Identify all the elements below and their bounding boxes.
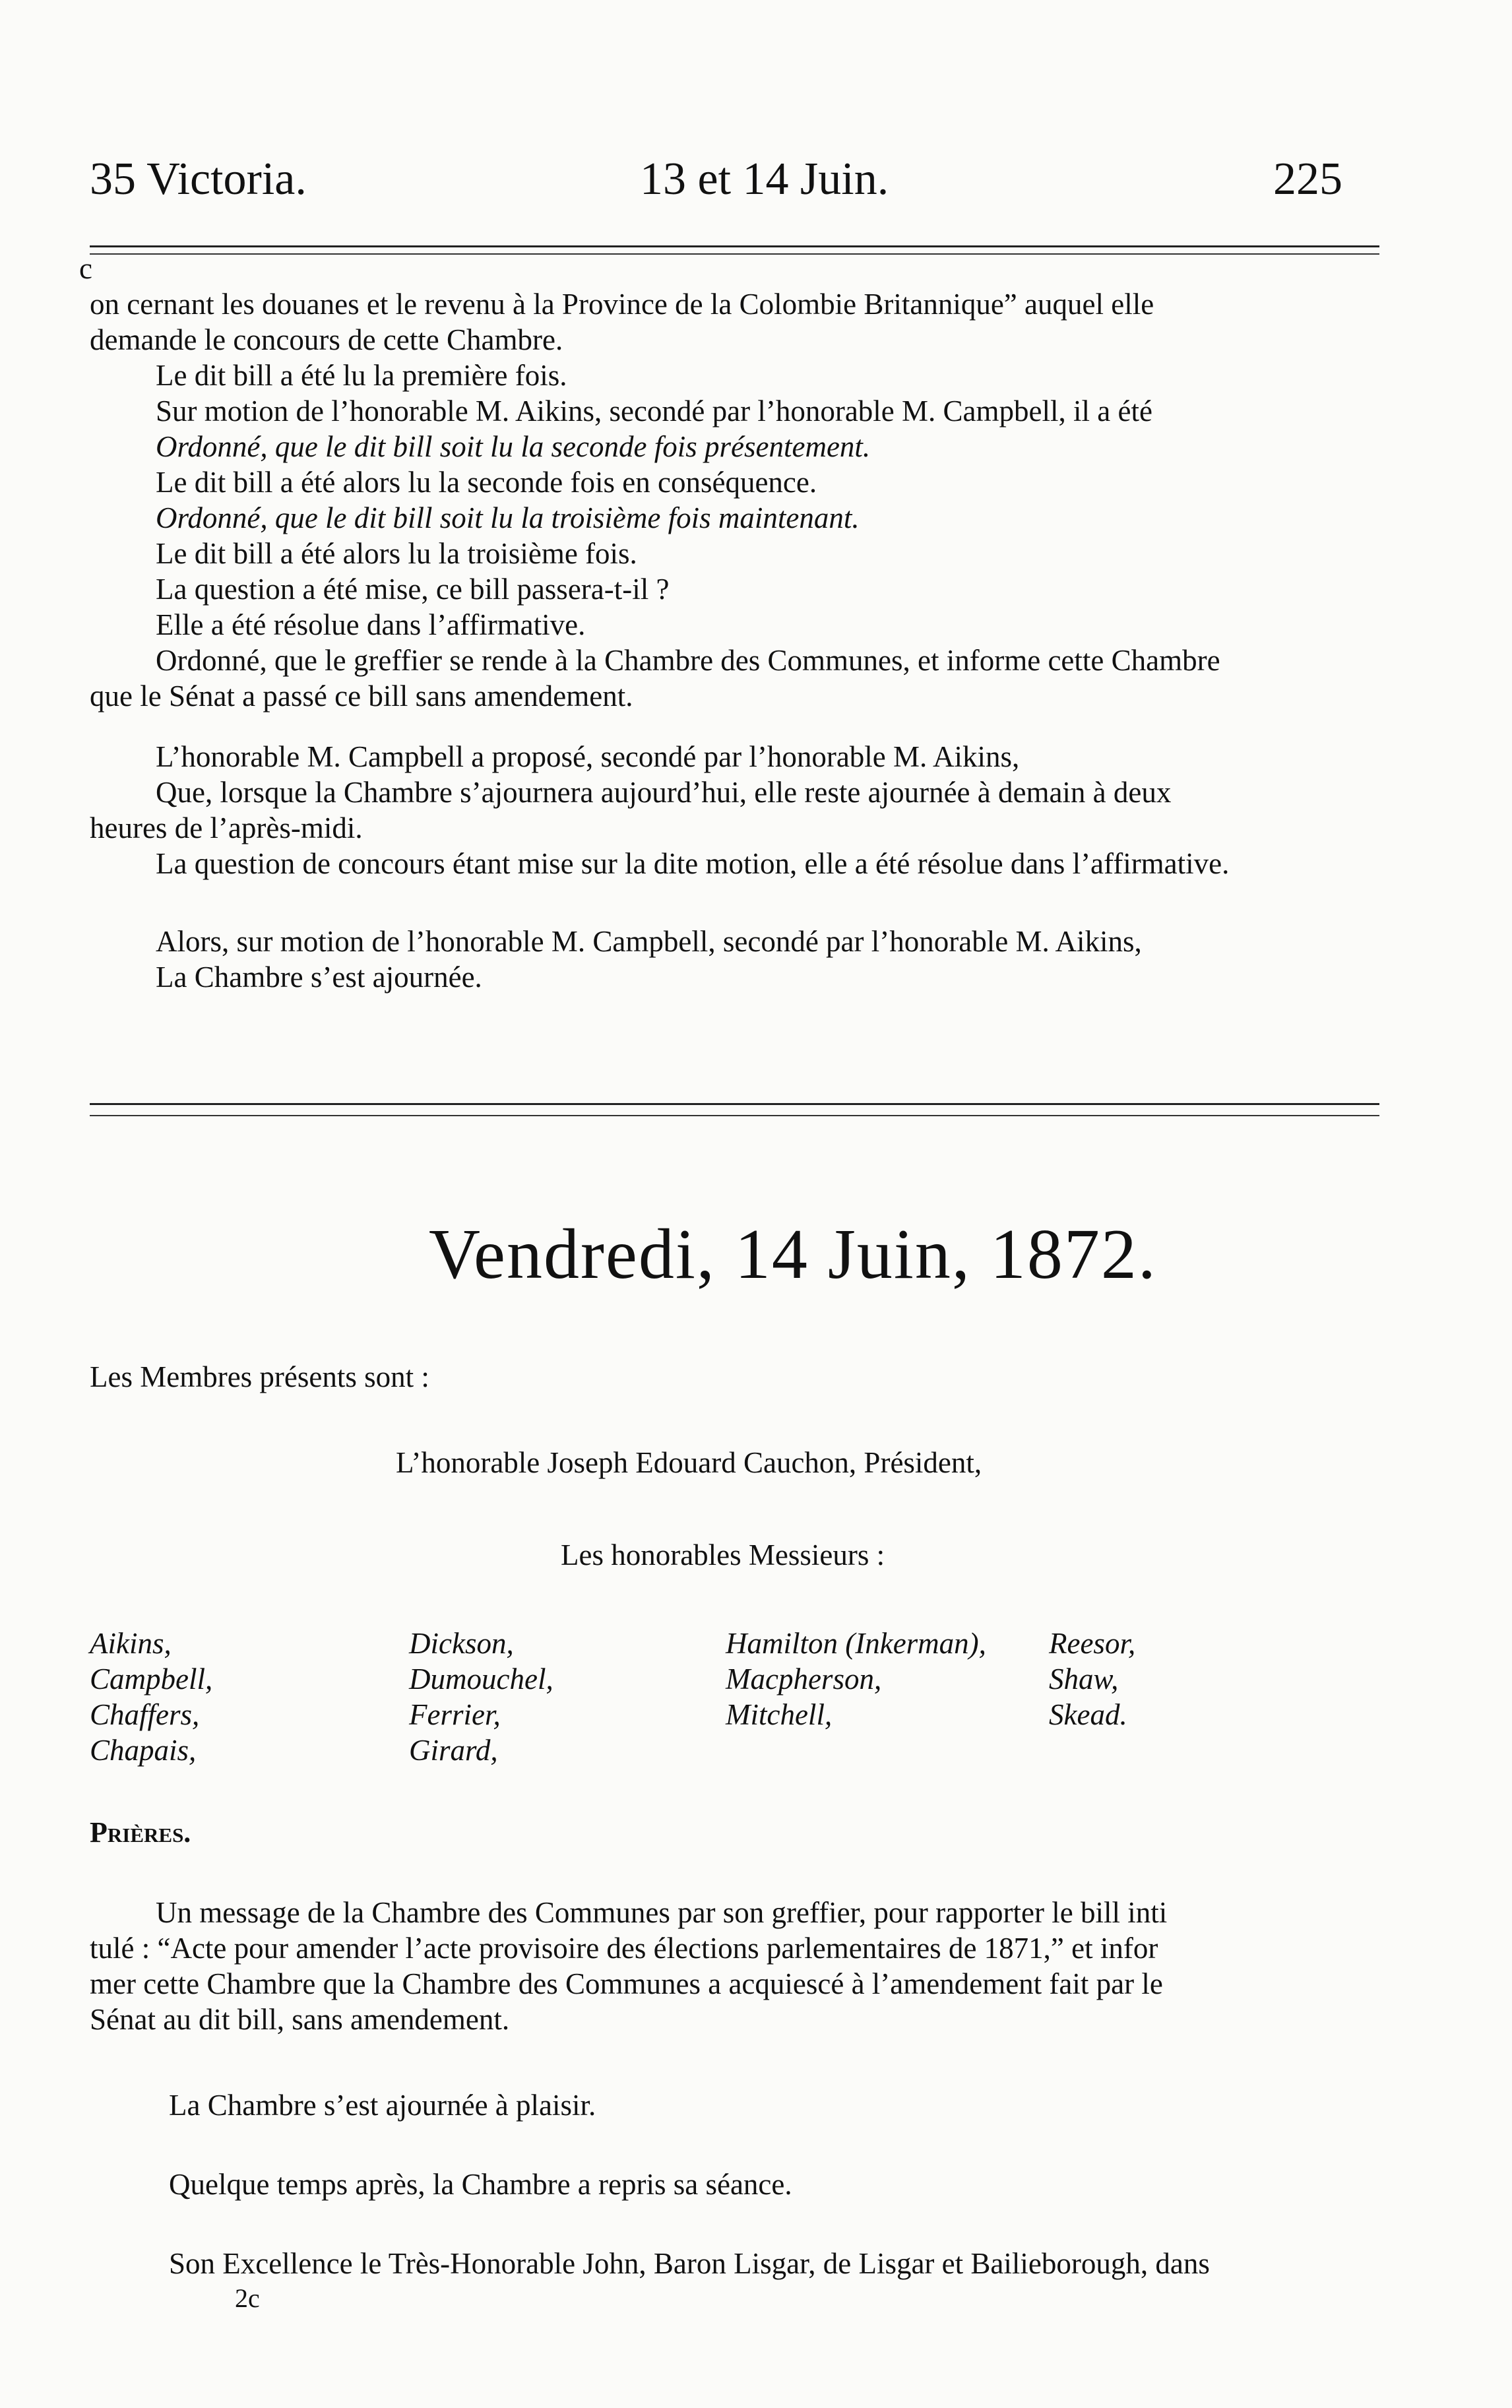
text-line: Quelque temps après, la Chambre a repris sa séance. — [169, 2168, 792, 2201]
page-title: Vendredi, 14 Juin, 1872. — [429, 1215, 1157, 1294]
member-name: Dickson, — [409, 1627, 514, 1660]
member-name: Girard, — [409, 1734, 498, 1767]
text-line: mer cette Chambre que la Chambre des Communes a acquiescé à l’amendement fait par le — [90, 1967, 1163, 2000]
text-line: Alors, sur motion de l’honorable M. Campbell, secondé par l’honorable M. Aikins, — [156, 925, 1142, 958]
header-rule — [90, 245, 1379, 247]
text-line: demande le concours de cette Chambre. — [90, 323, 563, 356]
text-line: Un message de la Chambre des Communes par son greffier, pour rapporter le bill inti — [156, 1896, 1168, 1929]
text-line: La question de concours étant mise sur la dite motion, elle a été résolue dans l’affirmative. — [156, 847, 1230, 880]
member-name: Mitchell, — [726, 1698, 833, 1731]
text-line: Le dit bill a été alors lu la troisième fois. — [156, 537, 637, 570]
page-number: 225 — [1273, 154, 1342, 205]
header-center: 13 et 14 Juin. — [640, 154, 889, 205]
text-line: Que, lorsque la Chambre s’ajournera aujourd’hui, elle reste ajournée à demain à deux — [156, 776, 1172, 809]
member-name: Macpherson, — [726, 1663, 882, 1695]
header-left: 35 Victoria. — [90, 154, 307, 205]
text-line: tulé : “Acte pour amender l’acte provisoire des élections parlementaires de 1871,” et infor — [90, 1932, 1158, 1965]
text-line: heures de l’après-midi. — [90, 811, 363, 844]
member-name: Shaw, — [1049, 1663, 1119, 1695]
members-intro: Les Membres présents sont : — [90, 1360, 429, 1393]
text-line: on cernant les douanes et le revenu à la Province de la Colombie Britannique” auquel elle — [90, 288, 1154, 321]
text-line: Ordonné, que le dit bill soit lu la troisième fois maintenant. — [156, 501, 860, 534]
text-line: Le dit bill a été lu la première fois. — [156, 359, 567, 392]
text-line: Ordonné, que le greffier se rende à la Chambre des Communes, et informe cette Chambre — [156, 644, 1220, 677]
member-name: Dumouchel, — [409, 1663, 553, 1695]
text-line: La Chambre s’est ajournée. — [156, 961, 482, 994]
signature-mark: 2c — [235, 2283, 260, 2313]
text-line: Ordonné, que le dit bill soit lu la seconde fois présentement. — [156, 430, 871, 463]
member-name: Skead. — [1049, 1698, 1127, 1731]
text-line: Le dit bill a été alors lu la seconde fois en conséquence. — [156, 466, 817, 499]
prieres-heading: Prières. — [90, 1816, 191, 1849]
header-rule-2 — [90, 253, 1379, 255]
text-line: Son Excellence le Très-Honorable John, Baron Lisgar, de Lisgar et Bailieborough, dans — [169, 2247, 1210, 2280]
member-name: Reesor, — [1049, 1627, 1136, 1660]
text-line: Sénat au dit bill, sans amendement. — [90, 2003, 510, 2036]
member-name: Campbell, — [90, 1663, 213, 1695]
member-name: Chapais, — [90, 1734, 197, 1767]
member-name: Ferrier, — [409, 1698, 501, 1731]
text-line: La question a été mise, ce bill passera-t-il ? — [156, 573, 670, 606]
text-line: que le Sénat a passé ce bill sans amendement. — [90, 680, 633, 713]
member-name: Hamilton (Inkerman), — [726, 1627, 986, 1660]
member-name: Chaffers, — [90, 1698, 200, 1731]
section-rule-2 — [90, 1115, 1379, 1116]
member-name: Aikins, — [90, 1627, 172, 1660]
honorables-heading: Les honorables Messieurs : — [561, 1538, 885, 1571]
text-line: Sur motion de l’honorable M. Aikins, secondé par l’honorable M. Campbell, il a été — [156, 395, 1152, 428]
text-line: Elle a été résolue dans l’affirmative. — [156, 608, 586, 641]
text-line: L’honorable M. Campbell a proposé, secondé par l’honorable M. Aikins, — [156, 740, 1020, 773]
text-line: La Chambre s’est ajournée à plaisir. — [169, 2089, 596, 2122]
president-line: L’honorable Joseph Edouard Cauchon, Président, — [396, 1446, 982, 1479]
text-line: c — [79, 252, 92, 285]
section-rule — [90, 1103, 1379, 1105]
